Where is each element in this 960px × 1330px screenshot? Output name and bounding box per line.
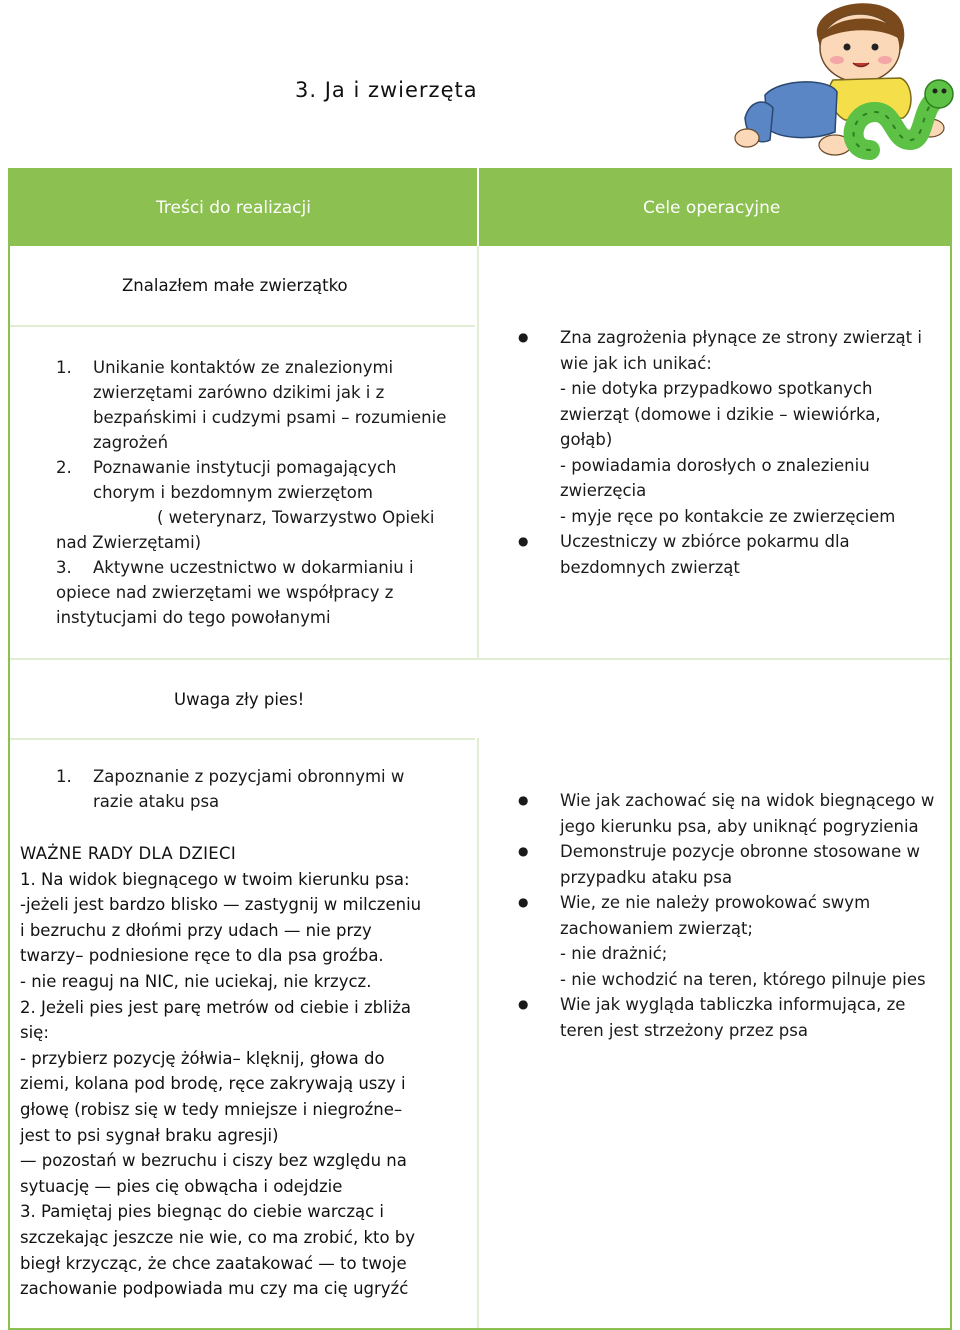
rules-line: i bezruchu z dłońmi przy udach — nie przy xyxy=(20,920,372,940)
rules-line: -jeżeli jest bardzo blisko — zastygnij w milczeniu xyxy=(20,895,422,915)
bullet-icon: ● xyxy=(518,793,529,807)
rules-line: głowę (robisz się w tedy mniejsze i niegroźne– xyxy=(20,1099,403,1119)
column-divider xyxy=(477,738,479,1328)
rules-line: zachowanie podpowiada mu czy ma cię ugryźć xyxy=(20,1279,409,1299)
list-item: 3. Aktywne uczestnictwo w dokarmianiu i opiece nad zwierzętami we współpracy z instytucjami do tego powołanymi xyxy=(56,558,414,627)
row-divider xyxy=(10,325,475,327)
bullet-icon: ● xyxy=(518,895,529,909)
goals-list xyxy=(518,788,943,1043)
page-title: 3. Ja i zwierzęta xyxy=(295,78,478,102)
bullet-icon: ● xyxy=(518,330,529,344)
header-contents: Treści do realizacji xyxy=(156,198,311,218)
contents-list xyxy=(56,764,471,814)
bullet-icon: ● xyxy=(518,844,529,858)
rules-line: jest to psi sygnał braku agresji) xyxy=(20,1125,279,1145)
bullet-icon: ● xyxy=(518,534,529,548)
section-title: Znalazłem małe zwierzątko xyxy=(122,276,348,295)
rules-line: twarzy– podniesione ręce to dla psa groźba. xyxy=(20,946,384,966)
list-item: 1. Unikanie kontaktów ze znalezionymi zwierzętami zarówno dzikimi jak i z bezpańskimi i cudzymi psami – rozumienie zagrożeń xyxy=(56,358,447,452)
rules-line: — pozostań w bezruchu i ciszy bez względu na xyxy=(20,1151,407,1171)
child-with-caterpillar-illustration xyxy=(725,0,960,165)
list-item: ● Zna zagrożenia płynące ze strony zwierząt i wie jak ich unikać: - nie dotyka przypadkowo spotkanych zwierząt (domowe i dzikie – wiewiórka, gołąb) - powiadamia dorosłych o znalezieniu zwierzęcia - myje ręce po kontakcie ze zwierzęciem xyxy=(518,325,943,529)
row-divider xyxy=(10,658,950,660)
list-item: ● Wie jak wygląda tabliczka informująca, ze teren jest strzeżony przez psa xyxy=(518,992,943,1043)
list-item: 1. Zapoznanie z pozycjami obronnymi w razie ataku psa xyxy=(56,767,405,811)
header-divider xyxy=(477,168,479,246)
table-header xyxy=(8,168,952,246)
rules-line: sytuację — pies cię obwącha i odejdzie xyxy=(20,1176,343,1196)
rules-line: szczekając jeszcze nie wie, co ma zrobić, kto by xyxy=(20,1227,416,1247)
rules-line: ziemi, kolana pod brodę, ręce zakrywają uszy i xyxy=(20,1074,406,1094)
rules-line: - nie reaguj na NIC, nie uciekaj, nie krzycz. xyxy=(20,971,372,991)
rules-heading: WAŻNE RADY DLA DZIECI xyxy=(20,844,237,863)
goals-list xyxy=(518,325,943,580)
list-item: ● Demonstruje pozycje obronne stosowane w przypadku ataku psa xyxy=(518,839,943,890)
rules-line: 3. Pamiętaj pies biegnąc do ciebie warcząc i xyxy=(20,1202,384,1222)
rules-line: się: xyxy=(20,1023,49,1043)
rules-line: 1. Na widok biegnącego w twoim kierunku psa: xyxy=(20,869,410,889)
row-divider xyxy=(10,738,475,740)
column-divider xyxy=(477,246,479,660)
list-item: 2. Poznawanie instytucji pomagających chorym i bezdomnym zwierzętom ( weterynarz, Towarzystwo Opieki nad Zwierzętami) xyxy=(56,458,435,552)
header-goals: Cele operacyjne xyxy=(643,198,781,218)
contents-list xyxy=(56,355,471,630)
list-item: ● Wie, ze nie należy prowokować swym zachowaniem zwierząt; - nie drażnić; - nie wchodzić na teren, którego pilnuje pies xyxy=(518,890,943,992)
jeans xyxy=(765,82,837,138)
safety-rules xyxy=(20,841,476,1302)
caterpillar-head xyxy=(925,80,953,108)
list-item: ● Wie jak zachować się na widok biegnącego w jego kierunku psa, aby uniknąć pogryzienia xyxy=(518,788,943,839)
bullet-icon: ● xyxy=(518,997,529,1011)
list-item: ● Uczestniczy w zbiórce pokarmu dla bezdomnych zwierząt xyxy=(518,529,943,580)
section-title: Uwaga zły pies! xyxy=(174,690,305,709)
rules-line: - przybierz pozycję żółwia– klęknij, głowa do xyxy=(20,1048,385,1068)
rules-line: 2. Jeżeli pies jest parę metrów od ciebie i zbliża xyxy=(20,997,412,1017)
rules-line: biegł krzycząc, że chce zaatakować — to twoje xyxy=(20,1253,407,1273)
